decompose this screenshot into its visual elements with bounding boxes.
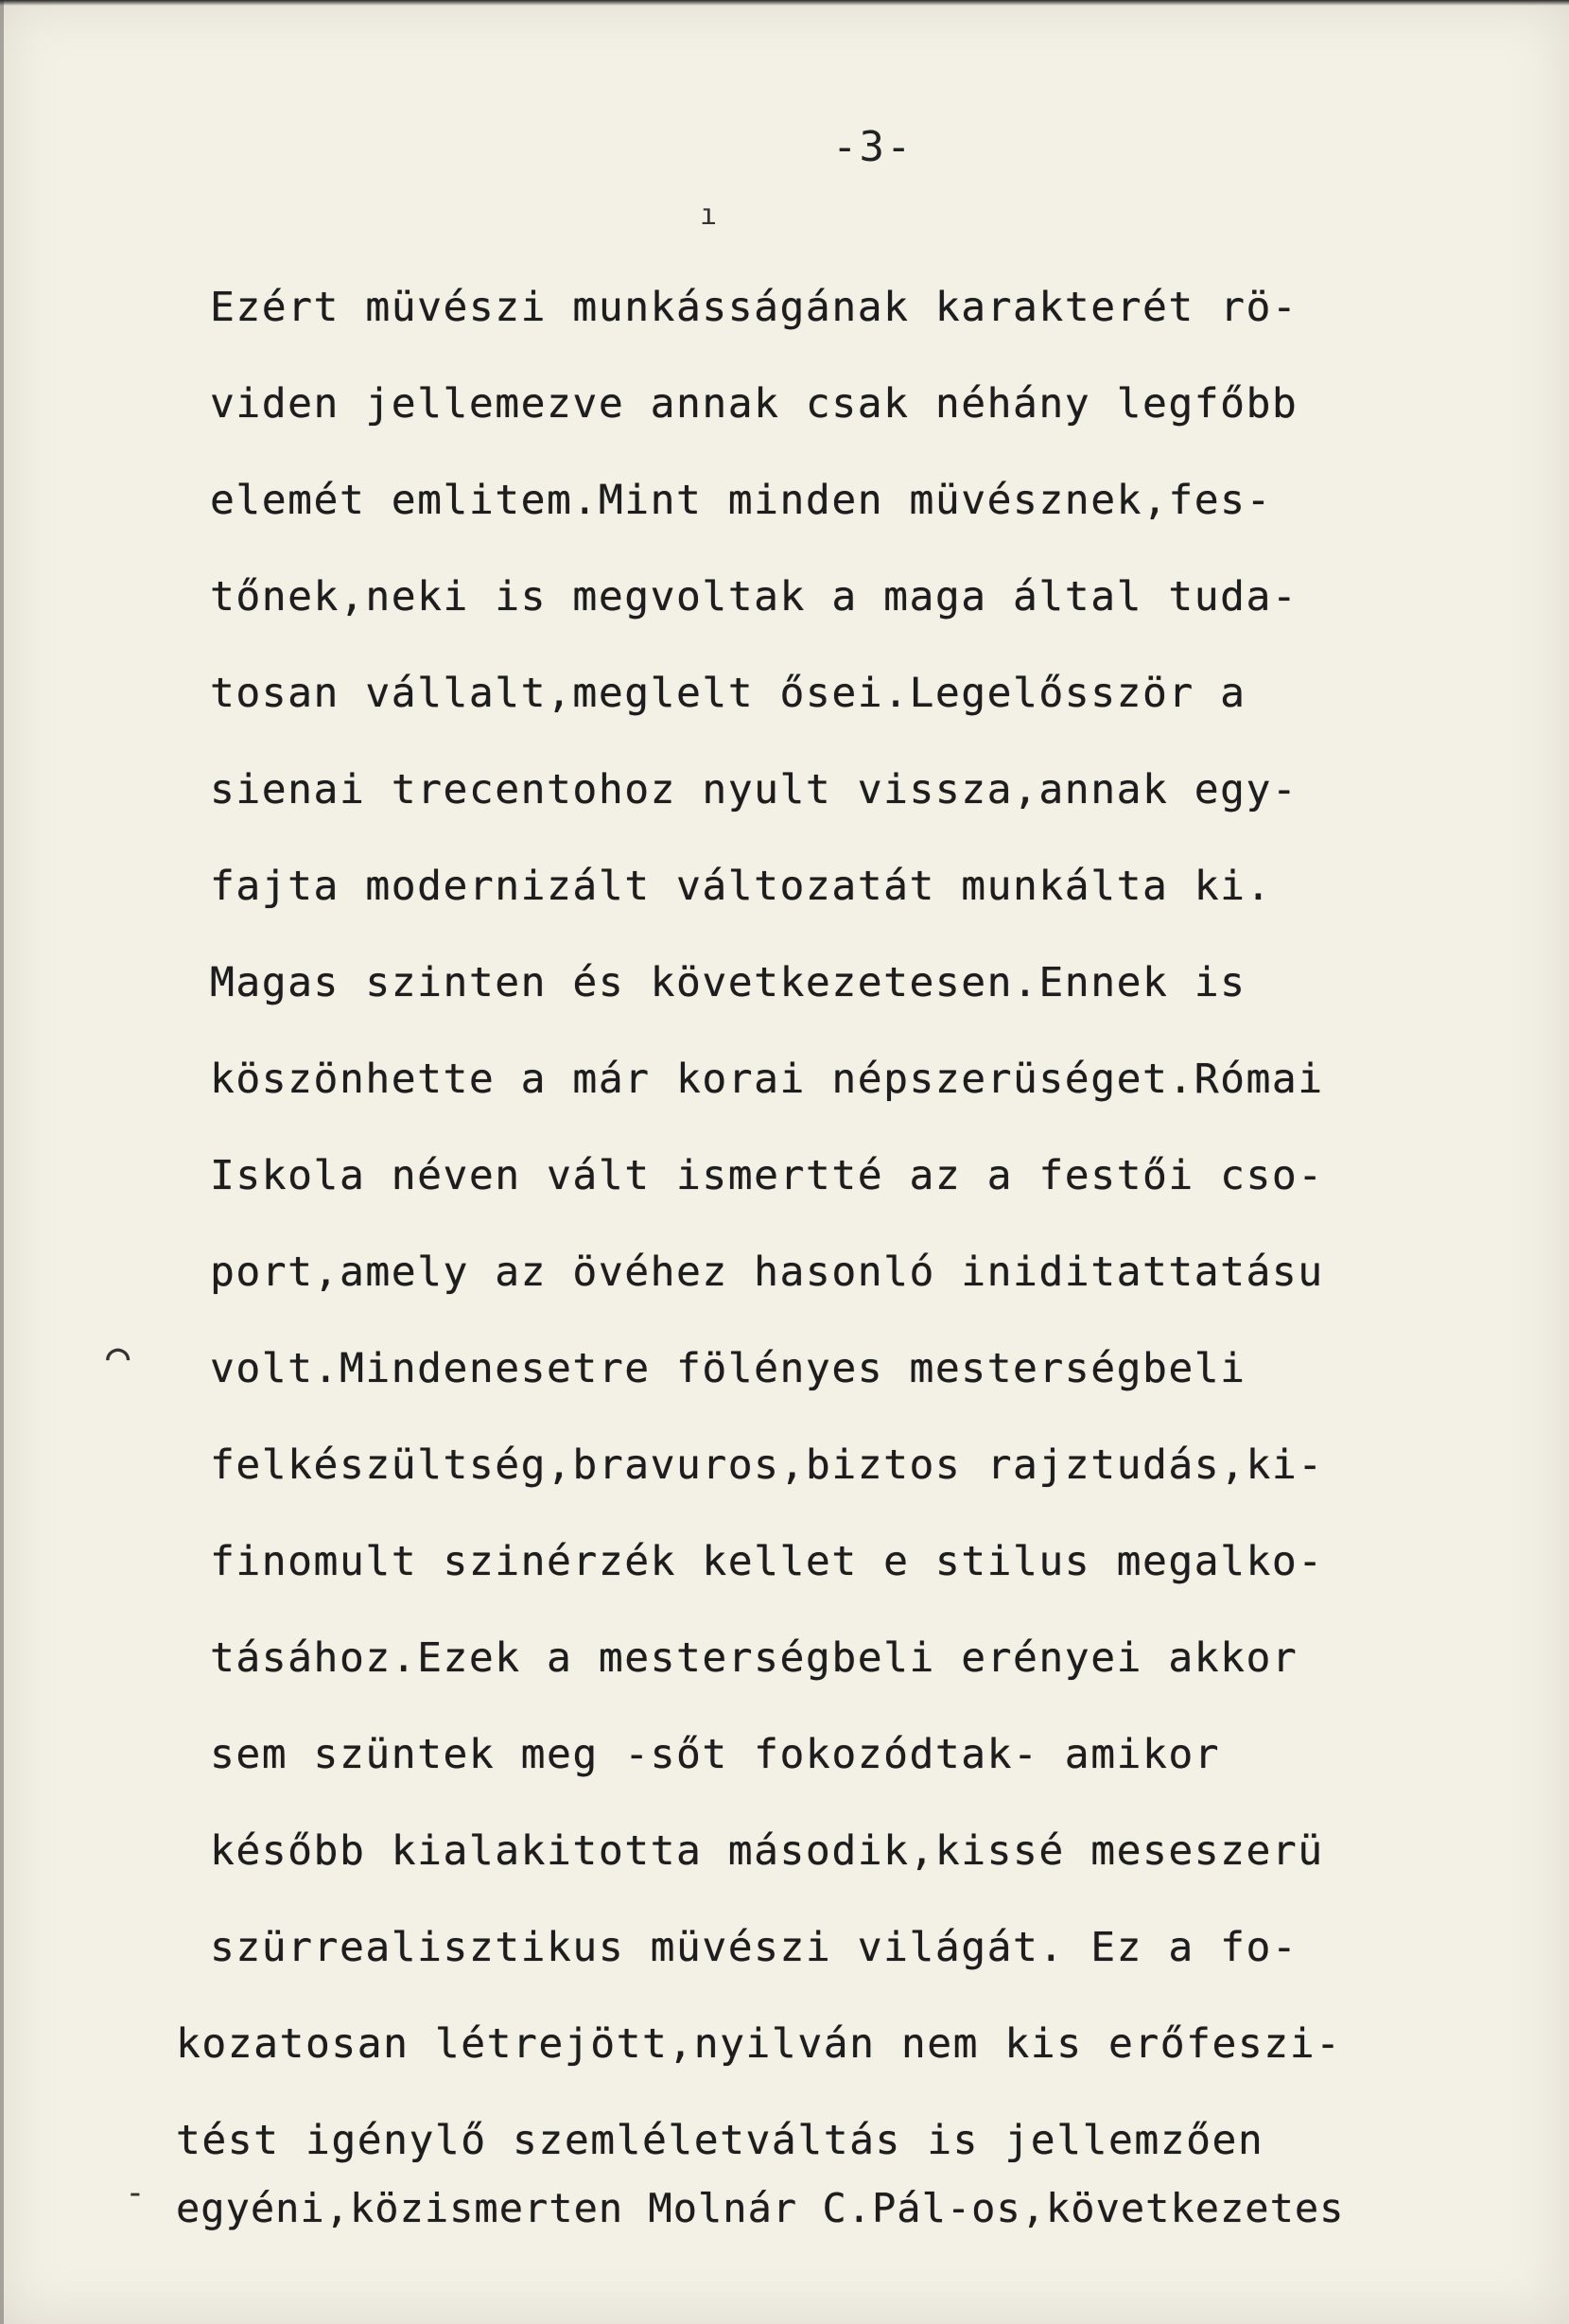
text-line: kozatosan létrejött,nyilván nem kis erőfeszi-: [176, 2020, 1342, 2068]
text-line: port,amely az övéhez hasonló iniditattatásu: [210, 1249, 1324, 1296]
text-line: Ezért müvészi munkásságának karakterét rö-: [210, 284, 1299, 331]
text-line: később kialakitotta második,kissé meseszerü: [210, 1827, 1324, 1875]
text-line: köszönhette a már korai népszerüséget.Római: [210, 1056, 1324, 1103]
text-line: finomult szinérzék kellet e stilus megalko-: [210, 1538, 1324, 1585]
text-line: volt.Mindenesetre fölényes mesterségbeli: [210, 1345, 1246, 1392]
text-line: elemét emlitem.Mint minden müvésznek,fes-: [210, 477, 1272, 524]
text-line: szürrealisztikus müvészi világát. Ez a fo-: [210, 1924, 1299, 1971]
text-line: Magas szinten és következetesen.Ennek is: [210, 959, 1246, 1006]
text-line: tőnek,neki is megvoltak a maga által tuda-: [210, 573, 1299, 620]
text-line: tést igénylő szemléletváltás is jellemzően: [176, 2117, 1264, 2164]
text-line: tásához.Ezek a mesterségbeli erényei akkor: [210, 1634, 1299, 1682]
text-line: fajta modernizált változatát munkálta ki.: [210, 863, 1272, 910]
scan-edge-top: [0, 0, 1569, 6]
margin-mark: ı: [700, 199, 718, 232]
text-line: sienai trecentohoz nyult vissza,annak egy-: [210, 766, 1299, 813]
text-line: felkészültség,bravuros,biztos rajztudás,ki-: [210, 1442, 1324, 1489]
margin-mark: -: [125, 2174, 146, 2212]
text-line: egyéni,közismerten Molnár C.Pál-os,következetes: [176, 2185, 1345, 2231]
margin-mark: ⌒: [106, 1332, 131, 1378]
text-line: Iskola néven vált ismertté az a festői cso-: [210, 1152, 1324, 1199]
scan-edge-left: [0, 0, 4, 2324]
text-line: sem szüntek meg -sőt fokozódtak- amikor: [210, 1731, 1221, 1778]
page-number: -3-: [832, 123, 914, 171]
text-line: viden jellemezve annak csak néhány legfőbb: [210, 380, 1299, 428]
text-line: tosan vállalt,meglelt ősei.Legelősször a: [210, 670, 1246, 717]
